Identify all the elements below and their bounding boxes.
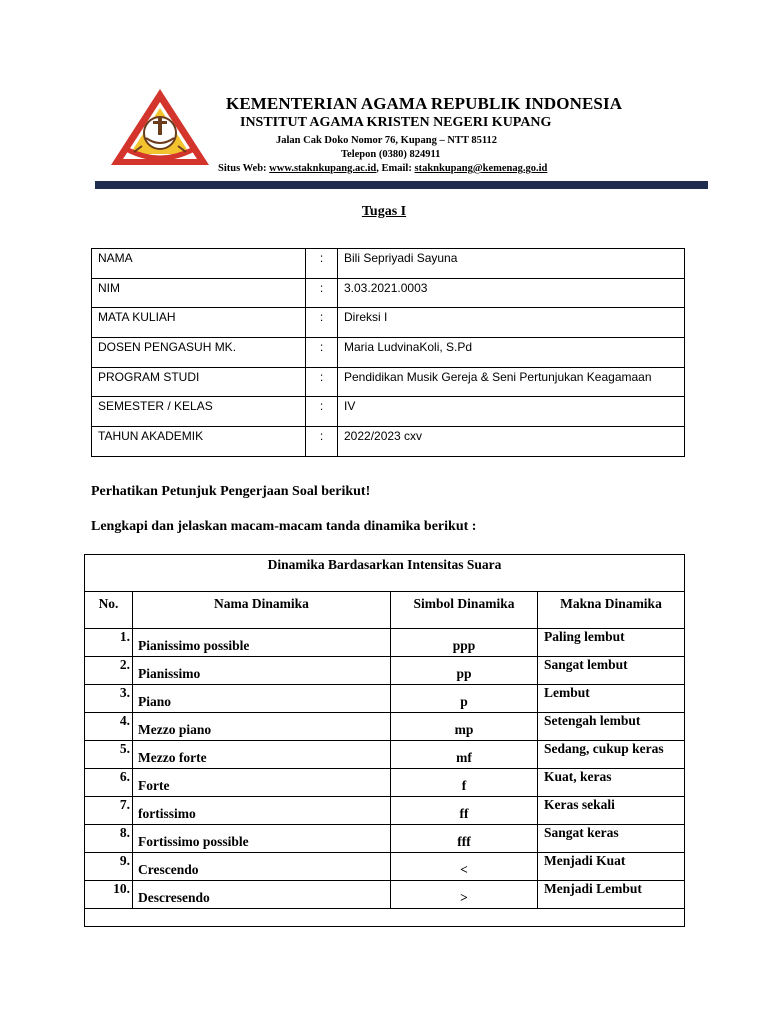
- empty-cell: [85, 909, 685, 927]
- row-name: Pianissimo: [133, 657, 391, 685]
- website-link[interactable]: www.staknkupang.ac.id: [269, 163, 377, 174]
- row-symbol: mp: [391, 713, 538, 741]
- identity-separator: :: [306, 338, 338, 368]
- web-label: Situs Web:: [218, 163, 270, 174]
- identity-value: Direksi I: [338, 308, 685, 338]
- row-no: 3.: [85, 685, 133, 713]
- row-symbol: ff: [391, 797, 538, 825]
- identity-label: PROGRAM STUDI: [92, 367, 306, 397]
- identity-value: 3.03.2021.0003: [338, 278, 685, 308]
- identity-row: [92, 397, 685, 427]
- row-name: Mezzo piano: [133, 713, 391, 741]
- institute-phone: Telepon (0380) 824911: [341, 149, 441, 160]
- table-empty-row: [85, 909, 685, 927]
- row-no: 9.: [85, 853, 133, 881]
- row-no: 6.: [85, 769, 133, 797]
- header-no: No.: [85, 592, 133, 629]
- identity-value: Bili Sepriyadi Sayuna: [338, 249, 685, 279]
- row-symbol: p: [391, 685, 538, 713]
- identity-row: [92, 308, 685, 338]
- table-row: [85, 685, 685, 713]
- document-title: Tugas I: [361, 204, 407, 219]
- row-no: 2.: [85, 657, 133, 685]
- identity-table: [91, 248, 685, 457]
- row-meaning: Kuat, keras: [538, 769, 685, 797]
- header-meaning: Makna Dinamika: [538, 592, 685, 629]
- row-name: Forte: [133, 769, 391, 797]
- table-row: [85, 741, 685, 769]
- row-name: Crescendo: [133, 853, 391, 881]
- row-name: Fortissimo possible: [133, 825, 391, 853]
- question-text: Lengkapi dan jelaskan macam-macam tanda dinamika berikut :: [91, 519, 477, 534]
- institute-contact: [218, 163, 547, 174]
- identity-value: 2022/2023 cxv: [338, 427, 685, 457]
- identity-label: NIM: [92, 278, 306, 308]
- row-name: Descresendo: [133, 881, 391, 909]
- row-symbol: >: [391, 881, 538, 909]
- dynamics-table: [84, 554, 685, 927]
- identity-label: SEMESTER / KELAS: [92, 397, 306, 427]
- table-caption-row: [85, 555, 685, 592]
- row-name: Piano: [133, 685, 391, 713]
- letterhead-divider: [95, 181, 708, 189]
- table-row: [85, 769, 685, 797]
- row-meaning: Lembut: [538, 685, 685, 713]
- row-name: Mezzo forte: [133, 741, 391, 769]
- instruction-heading: Perhatikan Petunjuk Pengerjaan Soal berikut!: [91, 484, 371, 499]
- table-row: [85, 629, 685, 657]
- row-meaning: Setengah lembut: [538, 713, 685, 741]
- row-no: 8.: [85, 825, 133, 853]
- institute-address: Jalan Cak Doko Nomor 76, Kupang – NTT 85112: [276, 135, 498, 146]
- institute-logo: [108, 86, 212, 168]
- table-row: [85, 657, 685, 685]
- row-no: 4.: [85, 713, 133, 741]
- header-symbol: Simbol Dinamika: [391, 592, 538, 629]
- row-symbol: pp: [391, 657, 538, 685]
- identity-value: Maria LudvinaKoli, S.Pd: [338, 338, 685, 368]
- row-symbol: f: [391, 769, 538, 797]
- table-row: [85, 825, 685, 853]
- row-no: 5.: [85, 741, 133, 769]
- identity-separator: :: [306, 308, 338, 338]
- identity-separator: :: [306, 397, 338, 427]
- identity-label: NAMA: [92, 249, 306, 279]
- email-label: , Email:: [376, 163, 415, 174]
- row-meaning: Menjadi Lembut: [538, 881, 685, 909]
- identity-value: Pendidikan Musik Gereja & Seni Pertunjukan Keagamaan: [338, 367, 685, 397]
- row-no: 7.: [85, 797, 133, 825]
- row-symbol: mf: [391, 741, 538, 769]
- table-row: [85, 881, 685, 909]
- identity-row: [92, 278, 685, 308]
- identity-separator: :: [306, 278, 338, 308]
- ministry-name: KEMENTERIAN AGAMA REPUBLIK INDONESIA: [226, 94, 623, 113]
- row-no: 1.: [85, 629, 133, 657]
- table-caption: Dinamika Bardasarkan Intensitas Suara: [85, 555, 685, 592]
- row-meaning: Sedang, cukup keras: [538, 741, 685, 769]
- identity-separator: :: [306, 427, 338, 457]
- identity-value: IV: [338, 397, 685, 427]
- identity-row: [92, 367, 685, 397]
- row-symbol: fff: [391, 825, 538, 853]
- identity-label: TAHUN AKADEMIK: [92, 427, 306, 457]
- row-name: Pianissimo possible: [133, 629, 391, 657]
- row-name: fortissimo: [133, 797, 391, 825]
- row-meaning: Paling lembut: [538, 629, 685, 657]
- institute-name: INSTITUT AGAMA KRISTEN NEGERI KUPANG: [240, 115, 552, 130]
- identity-row: [92, 427, 685, 457]
- table-row: [85, 713, 685, 741]
- identity-row: [92, 249, 685, 279]
- identity-separator: :: [306, 367, 338, 397]
- identity-separator: :: [306, 249, 338, 279]
- row-meaning: Sangat keras: [538, 825, 685, 853]
- table-header-row: [85, 592, 685, 629]
- identity-label: MATA KULIAH: [92, 308, 306, 338]
- row-symbol: <: [391, 853, 538, 881]
- row-meaning: Sangat lembut: [538, 657, 685, 685]
- row-symbol: ppp: [391, 629, 538, 657]
- table-row: [85, 797, 685, 825]
- table-row: [85, 853, 685, 881]
- header-name: Nama Dinamika: [133, 592, 391, 629]
- email-link[interactable]: staknkupang@kemenag.go.id: [414, 163, 548, 174]
- row-meaning: Menjadi Kuat: [538, 853, 685, 881]
- row-meaning: Keras sekali: [538, 797, 685, 825]
- identity-row: [92, 338, 685, 368]
- row-no: 10.: [85, 881, 133, 909]
- identity-label: DOSEN PENGASUH MK.: [92, 338, 306, 368]
